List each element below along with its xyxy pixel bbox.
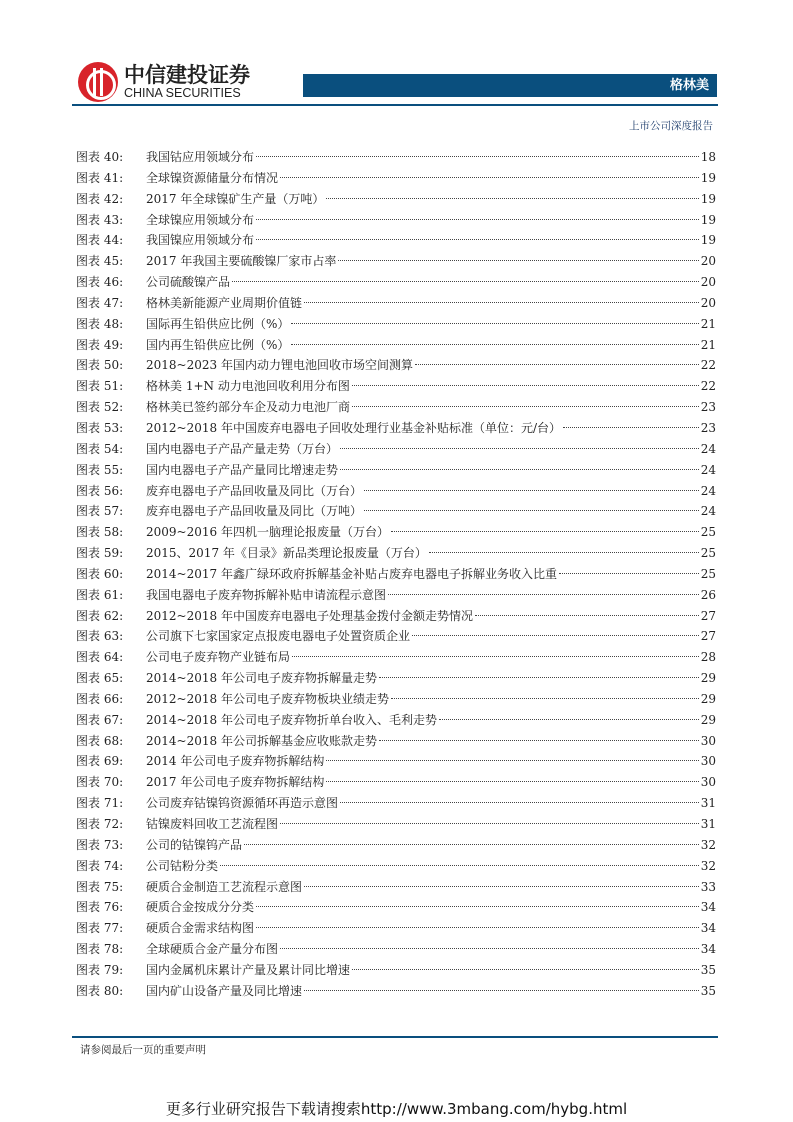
toc-entry[interactable] (76, 606, 716, 627)
figure-label: 图表 68: (76, 733, 124, 748)
page-number: 20 (700, 295, 716, 310)
toc-entry[interactable] (76, 501, 716, 522)
figure-title: 钴镍废料回收工艺流程图 (146, 817, 279, 831)
figure-title: 全球镍应用领域分布 (146, 212, 255, 227)
dot-leader (326, 760, 698, 761)
figure-label: 图表 59: (76, 546, 124, 561)
dot-leader (304, 990, 699, 991)
figure-title: 2017 年全球镍矿生产量（万吨） (146, 191, 325, 206)
figure-title: 公司废弃钴镍钨资源循环再造示意图 (146, 796, 339, 811)
figure-title: 2018~2023 年国内动力锂电池回收市场空间测算 (146, 358, 413, 373)
page-number: 34 (700, 942, 716, 957)
figure-label: 图表 63: (76, 629, 124, 644)
figure-label: 图表 70: (76, 775, 124, 790)
dot-leader (352, 406, 699, 407)
figure-label: 图表 72: (76, 817, 124, 831)
figure-label: 图表 61: (76, 587, 124, 602)
page-number: 28 (700, 650, 716, 665)
dot-leader (559, 573, 699, 574)
toc-entry[interactable] (76, 147, 716, 168)
promo-link[interactable]: 更多行业研究报告下载请搜索http://www.3mbang.com/hybg.html (165, 1100, 628, 1118)
page-number: 30 (700, 733, 716, 748)
figure-label: 图表 41: (76, 170, 124, 185)
figure-title: 硬质合金需求结构图 (146, 921, 255, 936)
page-number: 24 (700, 483, 716, 498)
toc-entry[interactable] (76, 168, 716, 189)
toc-entry[interactable] (76, 355, 716, 376)
page-number: 23 (700, 420, 716, 435)
figure-label: 图表 60: (76, 566, 124, 581)
figure-label: 图表 46: (76, 275, 124, 290)
figure-label: 图表 51: (76, 379, 124, 394)
page-number: 30 (700, 775, 716, 790)
figure-title: 国内矿山设备产量及同比增速 (146, 983, 303, 998)
figure-title: 公司钴粉分类 (146, 858, 219, 873)
figure-label: 图表 55: (76, 462, 124, 477)
figure-title: 2014~2018 年公司电子废弃物拆解量走势 (146, 671, 377, 686)
toc-entry[interactable] (76, 543, 716, 564)
dot-leader (391, 531, 699, 532)
toc-entry[interactable] (76, 897, 716, 918)
figure-label: 图表 73: (76, 837, 124, 852)
dot-leader (415, 364, 699, 365)
figure-label: 图表 64: (76, 650, 124, 665)
page-number: 26 (700, 587, 716, 602)
figure-label: 图表 65: (76, 671, 124, 686)
toc-entry[interactable] (76, 439, 716, 460)
figure-title: 全球镍资源储量分布情况 (146, 170, 279, 185)
figure-title: 我国电器电子废弃物拆解补贴申请流程示意图 (146, 587, 387, 602)
dot-leader (256, 156, 699, 157)
toc-entry[interactable] (76, 230, 716, 251)
dot-leader (338, 260, 698, 261)
toc-entry[interactable] (76, 751, 716, 772)
figure-label: 图表 67: (76, 712, 124, 727)
figure-label: 图表 71: (76, 796, 124, 811)
dot-leader (391, 698, 699, 699)
dot-leader (340, 448, 699, 449)
toc-entry[interactable] (76, 793, 716, 814)
page-number: 34 (700, 921, 716, 936)
figure-title: 格林美新能源产业周期价值链 (146, 295, 303, 310)
page-number: 35 (700, 983, 716, 998)
figure-title: 我国镍应用领域分布 (146, 233, 255, 248)
figure-label: 图表 80: (76, 983, 124, 998)
page-number: 32 (700, 837, 716, 852)
toc-entry[interactable] (76, 314, 716, 335)
disclaimer: 请参阅最后一页的重要声明 (80, 1044, 206, 1056)
figure-label: 图表 62: (76, 608, 124, 623)
toc-entry[interactable] (76, 772, 716, 793)
page-number: 31 (700, 796, 716, 811)
figure-title: 2012~2018 年公司电子废弃物板块业绩走势 (146, 691, 389, 706)
figure-title: 公司旗下七家国家定点报废电器电子处置资质企业 (146, 629, 411, 644)
toc-entry[interactable] (76, 835, 716, 856)
page-number: 30 (700, 754, 716, 769)
figure-label: 图表 57: (76, 504, 124, 519)
figure-title: 2015、2017 年《目录》新品类理论报废量（万台） (146, 546, 427, 561)
toc-entry[interactable] (76, 376, 716, 397)
figure-label: 图表 79: (76, 962, 124, 977)
page-number: 19 (700, 170, 716, 185)
page-number: 24 (700, 441, 716, 456)
figure-label: 图表 47: (76, 295, 124, 310)
logo-cn: 中信建投证券 (124, 63, 250, 87)
figure-title: 格林美已签约部分车企及动力电池厂商 (146, 400, 351, 415)
toc-entry[interactable] (76, 710, 716, 731)
figure-label: 图表 66: (76, 691, 124, 706)
page-number: 22 (700, 358, 716, 373)
toc-entry[interactable] (76, 335, 716, 356)
figure-label: 图表 54: (76, 441, 124, 456)
figure-label: 图表 50: (76, 358, 124, 373)
toc-entry[interactable] (76, 397, 716, 418)
page-number: 25 (700, 546, 716, 561)
figure-label: 图表 75: (76, 879, 124, 894)
dot-leader (256, 906, 699, 907)
toc-entry[interactable] (76, 293, 716, 314)
page-number: 18 (700, 150, 716, 164)
figure-label: 图表 58: (76, 525, 124, 540)
figure-label: 图表 56: (76, 483, 124, 498)
figure-title: 硬质合金制造工艺流程示意图 (146, 879, 303, 894)
figure-label: 图表 78: (76, 942, 124, 957)
page-number: 21 (700, 337, 716, 352)
figure-label: 图表 49: (76, 337, 124, 352)
figure-title: 公司硫酸镍产品 (146, 275, 231, 290)
logo-en: CHINA SECURITIES (124, 86, 241, 100)
dot-leader (364, 490, 699, 491)
figure-label: 图表 48: (76, 316, 124, 331)
figure-title: 2012~2018 年中国废弃电器电子回收处理行业基金补贴标准（单位：元/台） (146, 420, 561, 435)
dot-leader (412, 635, 699, 636)
toc-entry[interactable] (76, 626, 716, 647)
toc-entry[interactable] (76, 564, 716, 585)
figure-title: 国内再生铅供应比例（%） (146, 337, 290, 352)
page-number: 23 (700, 400, 716, 415)
toc-entry[interactable] (76, 481, 716, 502)
table-of-figures (76, 147, 716, 1002)
dot-leader (304, 886, 699, 887)
toc-entry[interactable] (76, 918, 716, 939)
dot-leader (379, 740, 699, 741)
dot-leader (304, 302, 699, 303)
figure-title: 硬质合金按成分分类 (146, 900, 255, 915)
toc-entry[interactable] (76, 210, 716, 231)
toc-entry[interactable] (76, 960, 716, 981)
figure-label: 图表 44: (76, 233, 124, 248)
toc-entry[interactable] (76, 418, 716, 439)
page-number: 27 (700, 629, 716, 644)
company-name-bar: 格林美 (303, 74, 717, 97)
toc-entry[interactable] (76, 981, 716, 1002)
page-number: 20 (700, 254, 716, 269)
figure-label: 图表 42: (76, 191, 124, 206)
page-number: 19 (700, 212, 716, 227)
header-divider (72, 104, 718, 106)
dot-leader (352, 969, 699, 970)
figure-title: 格林美 1+N 动力电池回收利用分布图 (146, 379, 350, 394)
figure-label: 图表 69: (76, 754, 124, 769)
page-number: 24 (700, 462, 716, 477)
dot-leader (280, 948, 699, 949)
figure-label: 图表 40: (76, 150, 124, 164)
toc-entry[interactable] (76, 731, 716, 752)
footer-divider (72, 1036, 718, 1038)
dot-leader (256, 219, 699, 220)
toc-entry[interactable] (76, 856, 716, 877)
figure-title: 2014~2018 年公司电子废弃物折单台收入、毛利走势 (146, 712, 437, 727)
page-number: 22 (700, 379, 716, 394)
dot-leader (256, 927, 699, 928)
figure-title: 2017 年我国主要硫酸镍厂家市占率 (146, 254, 337, 269)
dot-leader (364, 510, 699, 511)
dot-leader (429, 552, 699, 553)
figure-title: 国际再生铅供应比例（%） (146, 316, 290, 331)
dot-leader (340, 469, 699, 470)
page-number: 29 (700, 712, 716, 727)
toc-entry[interactable] (76, 189, 716, 210)
toc-entry[interactable] (76, 689, 716, 710)
page-number: 34 (700, 900, 716, 915)
dot-leader (244, 844, 699, 845)
figure-label: 图表 53: (76, 420, 124, 435)
dot-leader (352, 385, 699, 386)
figure-label: 图表 76: (76, 900, 124, 915)
dot-leader (232, 281, 699, 282)
figure-title: 全球硬质合金产量分布图 (146, 942, 279, 957)
figure-title: 2017 年公司电子废弃物拆解结构 (146, 775, 325, 790)
page-number: 29 (700, 691, 716, 706)
page-number: 29 (700, 671, 716, 686)
figure-label: 图表 43: (76, 212, 124, 227)
figure-label: 图表 77: (76, 921, 124, 936)
figure-label: 图表 45: (76, 254, 124, 269)
toc-entry[interactable] (76, 814, 716, 835)
figure-label: 图表 52: (76, 400, 124, 415)
dot-leader (292, 656, 699, 657)
figure-title: 国内电器电子产品产量同比增速走势 (146, 462, 339, 477)
page-number: 27 (700, 608, 716, 623)
figure-title: 废弃电器电子产品回收量及同比（万台） (146, 483, 363, 498)
figure-title: 2014~2017 年鑫广绿环政府拆解基金补贴占废弃电器电子拆解业务收入比重 (146, 566, 557, 581)
toc-entry[interactable] (76, 251, 716, 272)
dot-leader (379, 677, 699, 678)
figure-title: 2014~2018 年公司拆解基金应收账款走势 (146, 733, 377, 748)
toc-entry[interactable] (76, 460, 716, 481)
dot-leader (475, 615, 699, 616)
dot-leader (220, 865, 699, 866)
figure-label: 图表 74: (76, 858, 124, 873)
toc-entry[interactable] (76, 647, 716, 668)
dot-leader (326, 781, 698, 782)
dot-leader (280, 177, 699, 178)
figure-title: 公司电子废弃物产业链布局 (146, 650, 291, 665)
figure-title: 我国钴应用领域分布 (146, 150, 255, 164)
dot-leader (256, 239, 699, 240)
dot-leader (340, 802, 699, 803)
figure-title: 2014 年公司电子废弃物拆解结构 (146, 754, 325, 769)
logo-seal-icon (78, 62, 118, 102)
figure-title: 公司的钴镍钨产品 (146, 837, 243, 852)
page-number: 19 (700, 191, 716, 206)
page-number: 21 (700, 316, 716, 331)
dot-leader (280, 823, 699, 824)
dot-leader (326, 198, 698, 199)
dot-leader (563, 427, 699, 428)
page-number: 19 (700, 233, 716, 248)
page-number: 35 (700, 962, 716, 977)
report-type: 上市公司深度报告 (629, 120, 713, 132)
toc-entry[interactable] (76, 877, 716, 898)
page-number: 24 (700, 504, 716, 519)
toc-entry[interactable] (76, 939, 716, 960)
dot-leader (439, 719, 699, 720)
company-logo (78, 62, 250, 102)
figure-title: 2009~2016 年四机一脑理论报废量（万台） (146, 525, 389, 540)
page-number: 32 (700, 858, 716, 873)
figure-title: 国内金属机床累计产量及累计同比增速 (146, 962, 351, 977)
toc-entry[interactable] (76, 585, 716, 606)
toc-entry[interactable] (76, 272, 716, 293)
page-number: 31 (700, 817, 716, 831)
page-number: 33 (700, 879, 716, 894)
toc-entry[interactable] (76, 668, 716, 689)
page-number: 25 (700, 525, 716, 540)
dot-leader (388, 594, 699, 595)
figure-title: 废弃电器电子产品回收量及同比（万吨） (146, 504, 363, 519)
figure-title: 2012~2018 年中国废弃电器电子处理基金拨付金额走势情况 (146, 608, 473, 623)
page-number: 25 (700, 566, 716, 581)
figure-title: 国内电器电子产品产量走势（万台） (146, 441, 339, 456)
dot-leader (291, 323, 698, 324)
toc-entry[interactable] (76, 522, 716, 543)
page-number: 20 (700, 275, 716, 290)
dot-leader (291, 344, 698, 345)
